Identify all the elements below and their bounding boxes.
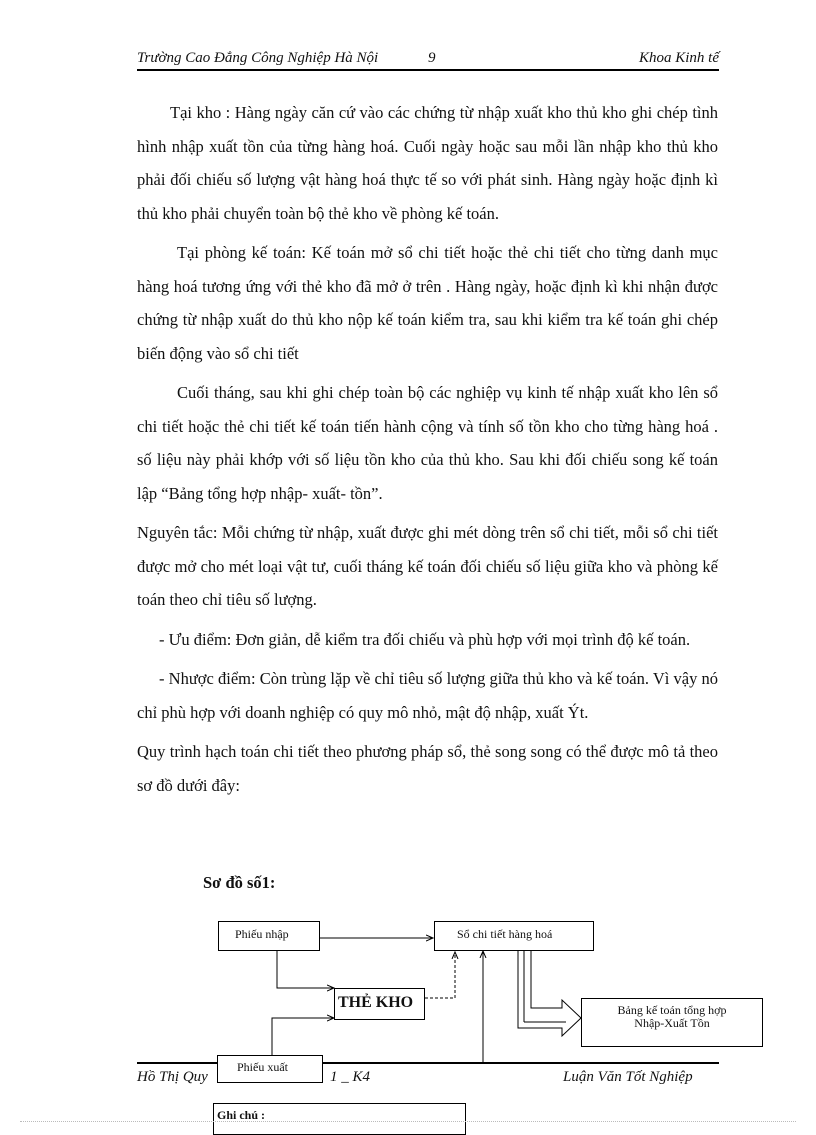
paragraph-cuoi-thang: Cuối tháng, sau khi ghi chép toàn bộ các nghiệp vụ kinh tế nhập xuất kho lên sổ chi tiết hoặc thẻ chi tiết kế toán tiến hành cộng và tính số tồn kho cho từng hàng hoá . số liệu này phải khớp với số liệu tồn kho của thủ kho. Sau khi đối chiếu song kế toán lập “Bảng tổng hợp nhập- xuất- tồn”. (137, 383, 718, 503)
faculty-name: Khoa Kinh tế (638, 50, 719, 66)
page-number: 9 (428, 50, 436, 66)
box-so-chi-tiet (434, 921, 594, 951)
box-the-kho (334, 988, 425, 1020)
footer-thesis: Luận Văn Tốt Nghiệp (563, 1069, 693, 1085)
box-bang-ke-toan (581, 998, 763, 1047)
arrow-nhap-to-thekho (277, 950, 334, 988)
dashed-reconcile (425, 952, 455, 998)
arrow-xuat-to-thekho (272, 1018, 334, 1056)
the-kho-label: THẺ KHO (338, 994, 414, 1011)
footer-class: 1 _ K4 (330, 1069, 371, 1085)
paragraph-nhuoc-diem: - Nhược điểm: Còn trùng lặp về chỉ tiêu số lượng giữa thủ kho và kế toán. Vì vậy nó chỉ phù hợp với doanh nghiệp có quy mô nhỏ, mật độ nhập, xuất Ýt. (137, 669, 718, 722)
paragraph-phong-ke-toan: Tại phòng kế toán: Kế toán mở sổ chi tiết hoặc thẻ chi tiết cho từng danh mục hàng hoá tương ứng với thẻ kho đã mở ở trên . Hàng ngày, hoặc định kì khi nhận được chứng từ nhập xuất do thủ kho nộp kế toán kiểm tra, sau khi kiểm tra kế toán ghi chép biến động vào sổ chi tiết (137, 243, 718, 363)
box-phieu-xuat (217, 1055, 323, 1083)
paragraph-quy-trinh: Quy trình hạch toán chi tiết theo phương pháp sổ, thẻ song song có thể được mô tả theo sơ đồ dưới đây: (137, 742, 718, 795)
bang-ke-toan-label-2: Nhập-Xuất Tồn (634, 1016, 710, 1030)
footer-author: Hồ Thị Quy (137, 1069, 208, 1085)
phieu-nhap-label: Phiếu nhập (235, 927, 289, 941)
page-edge-dotted (20, 1121, 796, 1122)
arrow-so-to-bang (518, 950, 581, 1036)
so-chi-tiet-label: Sổ chi tiết hàng hoá (457, 927, 553, 941)
paragraph-tai-kho: Tại kho : Hàng ngày căn cứ vào các chứng từ nhập xuất kho thủ kho ghi chép tình hình nhập xuất tồn của từng hàng hoá. Cuối ngày hoặc sau mỗi lần nhập kho thủ kho phải đối chiếu số lượng vật hàng hoá thực tế so với phát sinh. Hàng ngày hoặc định kì thủ kho phải chuyển toàn bộ thẻ kho về phòng kế toán. (137, 103, 718, 223)
box-phieu-nhap (218, 921, 320, 951)
ghi-chu-label: Ghi chú : (217, 1108, 266, 1122)
bang-ke-toan-label-1: Bảng kế toán tổng hợp (617, 1003, 727, 1017)
paragraph-uu-diem: - Ưu điểm: Đơn giản, dễ kiểm tra đối chiếu và phù hợp với mọi trình độ kế toán. (159, 629, 691, 649)
school-name: Trường Cao Đẳng Công Nghiệp Hà Nội (137, 50, 379, 66)
phieu-xuat-label: Phiếu xuất (237, 1060, 288, 1074)
paragraph-nguyen-tac: Nguyên tắc: Mỗi chứng từ nhập, xuất được ghi mét dòng trên sổ chi tiết, mỗi sổ chi tiết được mở cho mét loại vật tư, cuối tháng kế toán đối chiếu số liệu giữa kho và phòng kế toán theo chỉ tiêu số lượng. (137, 523, 718, 609)
box-ghi-chu (213, 1103, 466, 1135)
diagram-title: Sơ đồ số1: (203, 873, 276, 892)
